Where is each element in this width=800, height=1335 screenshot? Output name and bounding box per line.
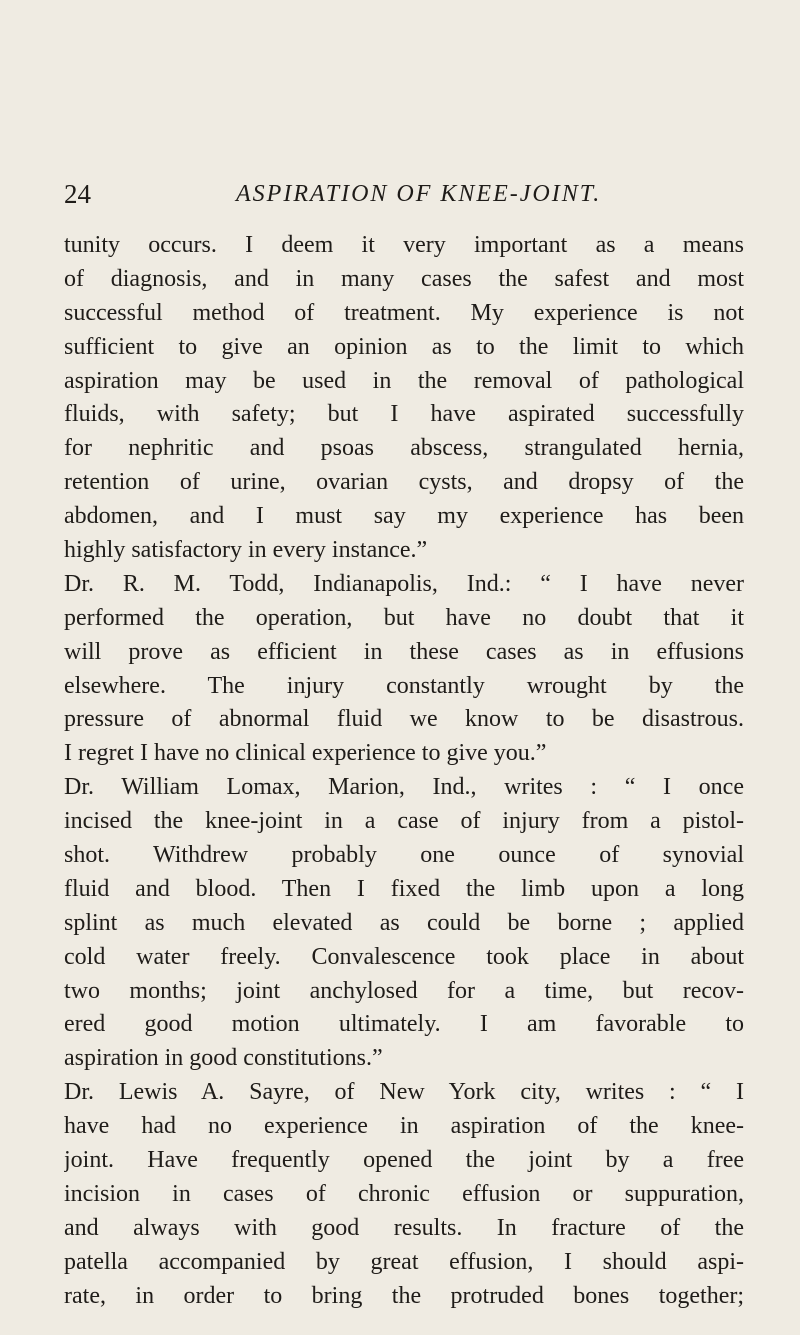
text-line: two months; joint anchylosed for a time, but recov-: [64, 977, 744, 1004]
text-line: splint as much elevated as could be borne ; applied: [64, 909, 744, 936]
text-line: successful method of treatment. My experience is not: [64, 299, 744, 326]
text-line: fluids, with safety; but I have aspirated successfully: [64, 401, 744, 428]
text-line: elsewhere. The injury constantly wrought by the: [64, 672, 744, 699]
text-line: abdomen, and I must say my experience has been: [64, 503, 744, 530]
text-line: will prove as efficient in these cases as in effusions: [64, 638, 744, 665]
page-number: 24: [64, 179, 91, 209]
text-line: incision in cases of chronic effusion or suppuration,: [64, 1180, 744, 1207]
text-line: for nephritic and psoas abscess, strangulated hernia,: [64, 435, 744, 462]
text-line: have had no experience in aspiration of the knee-: [64, 1113, 744, 1140]
text-line: patella accompanied by great effusion, I should aspi-: [64, 1248, 744, 1275]
body-text: [64, 229, 744, 1314]
text-line: sufficient to give an opinion as to the limit to which: [64, 333, 744, 360]
text-line: aspiration may be used in the removal of pathological: [64, 367, 744, 394]
text-line: highly satisfactory in every instance.”: [64, 537, 428, 564]
text-line: retention of urine, ovarian cysts, and dropsy of the: [64, 469, 744, 496]
text-line: joint. Have frequently opened the joint by a free: [64, 1147, 744, 1174]
text-line: of diagnosis, and in many cases the safest and most: [64, 265, 744, 292]
running-title: ASPIRATION OF KNEE-JOINT.: [236, 181, 602, 207]
text-line: fluid and blood. Then I fixed the limb upon a long: [64, 875, 744, 902]
text-line: rate, in order to bring the protruded bones together;: [64, 1282, 744, 1309]
text-line: cold water freely. Convalescence took place in about: [64, 943, 744, 970]
text-line: shot. Withdrew probably one ounce of synovial: [64, 842, 744, 869]
text-line: and always with good results. In fracture of the: [64, 1214, 744, 1241]
text-line: Dr. R. M. Todd, Indianapolis, Ind.: “ I have never: [64, 570, 744, 597]
text-line: incised the knee-joint in a case of injury from a pistol-: [64, 808, 744, 835]
text-line: ered good motion ultimately. I am favorable to: [64, 1011, 744, 1038]
page-header: [64, 176, 744, 212]
text-line: pressure of abnormal fluid we know to be disastrous.: [64, 706, 744, 733]
text-line: I regret I have no clinical experience to give you.”: [64, 740, 547, 767]
text-line: Dr. William Lomax, Marion, Ind., writes : “ I once: [64, 774, 744, 801]
text-line: aspiration in good constitutions.”: [64, 1045, 383, 1072]
text-line: Dr. Lewis A. Sayre, of New York city, writes : “ I: [64, 1079, 744, 1106]
text-line: tunity occurs. I deem it very important as a means: [64, 232, 744, 258]
text-line: performed the operation, but have no doubt that it: [64, 604, 744, 631]
